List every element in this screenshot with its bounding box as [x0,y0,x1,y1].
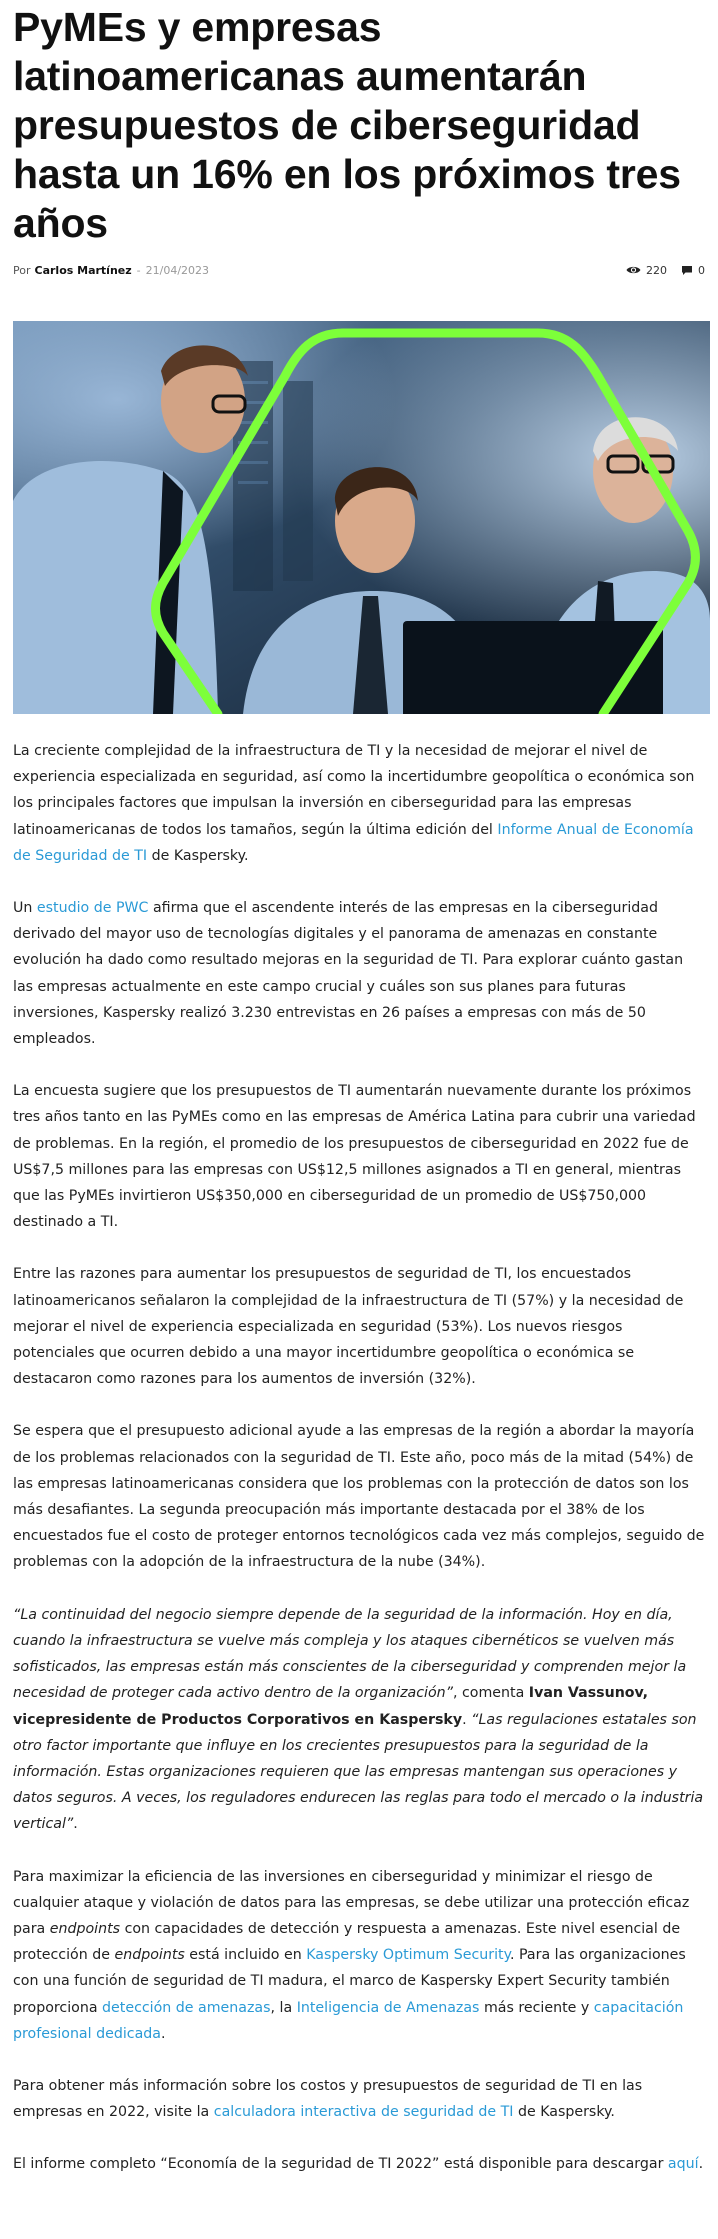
emphasis-text: endpoints [114,1947,185,1964]
calculadora-link[interactable]: calculadora interactiva de seguridad de TI [213,2104,514,2121]
publish-date: 21/04/2023 [145,263,210,277]
paragraph-5: Se espera que el presupuesto adicional ayude a las empresas de la región a abordar la mayoría de los problemas relacionados con la seguridad de TI. Este año, poco más de la mitad (54%) de las empresas latinoamericanas considera que los problemas con la protección de datos son los más desafiantes. La segunda preocupación más importante destacada por el 38% de los encuestados fue el costo de proteger entornos tecnológicos cada vez más complejos, seguido de problemas con la adopción de la infraestructura de la nube (34%). [13,1423,705,1571]
paragraph-text: afirma que el ascendente interés de las empresas en la ciberseguridad derivado del mayor uso de tecnologías digitales y el panorama de amenazas en constante evolución ha dado como resultado mejoras en la seguridad de TI. Para explorar cuánto gastan las empresas actualmente en este campo crucial y cuáles son sus planes para futuras inversiones, Kaspersky realizó 3.230 entrevistas en 26 países a empresas con más de 50 empleados. [13,900,684,1048]
paragraph-3: La encuesta sugiere que los presupuestos de TI aumentarán nuevamente durante los próximos tres años tanto en las PyMEs como en las empresas de América Latina para cubrir una variedad de problemas. En la región, el promedio de los presupuestos de ciberseguridad en 2022 fue de US$7,5 millones para las empresas con US$12,5 millones asignados a TI en general, mientras que las PyMEs invirtieron US$350,000 en ciberseguridad de un promedio de US$750,000 destinado a TI. [13,1083,696,1231]
article-title: PyMEs y empresas latinoamericanas aumentarán presupuestos de ciberseguridad hasta un 16% en los próximos tres años [13,4,681,246]
inteligencia-amenazas-link[interactable]: Inteligencia de Amenazas [296,1999,480,2016]
optimum-security-link[interactable]: Kaspersky Optimum Security [306,1947,510,1964]
hero-photo [13,321,710,714]
paragraph-text: . [462,1711,472,1728]
paragraph-text: está incluido en [184,1947,307,1964]
article-stats [626,260,705,280]
eye-icon [626,265,641,275]
paragraph-text: con capacidades de detección y respuesta a amenazas. Este nivel esencial de protección de [13,1920,681,1964]
paragraph-text: . [160,2025,166,2042]
paragraph-text: . [698,2156,704,2173]
paragraph-text: de Kaspersky. [513,2104,615,2121]
download-link[interactable]: aquí [667,2156,699,2173]
quote-speaker: Ivan Vassunov, vicepresidente de Productos Corporativos en Kaspersky [13,1685,649,1728]
comment-icon [681,265,693,276]
paragraph-6-quote [13,1602,705,1838]
paragraph-text: . [73,1816,78,1833]
paragraph-text: más reciente y [479,1999,594,2016]
paragraph-text: La creciente complejidad de la infraestructura de TI y la necesidad de mejorar el nivel de experiencia especializada en seguridad, así como la incertidumbre geopolítica o económica son los principales factores que impulsan la inversión en ciberseguridad para las empresas latinoamericanas de todos los tamaños, según la última edición del [13,743,695,838]
author-link[interactable]: Carlos Martínez [34,263,132,277]
views-counter [626,264,667,277]
emphasis-text: endpoints [49,1920,121,1937]
paragraph-text: de Kaspersky. [147,847,249,864]
paragraph-text: El informe completo “Economía de la seguridad de TI 2022” está disponible para descargar [13,2156,668,2173]
quote-part-1: “La continuidad del negocio siempre depende de la seguridad de la información. Hoy en día, cuando la infraestructura se vuelve más compleja y los ataques cibernéticos se vuelven más sofisticados, las empresas están más conscientes de la ciberseguridad y comprenden mejor la necesidad de proteger cada activo dentro de la organización” [13,1606,687,1702]
paragraph-text: Un [13,900,37,917]
capacitacion-link[interactable]: capacitación profesional dedicada [13,1999,684,2042]
comments-counter[interactable] [681,264,705,277]
paragraph-7 [13,1864,705,2047]
views-count: 220 [646,263,667,277]
byline-prefix: Por [13,263,31,277]
informe-anual-link[interactable]: Informe Anual de Economía de Seguridad de TI [13,821,694,864]
paragraph-text: Para obtener más información sobre los costos y presupuestos de seguridad de TI en las empresas en 2022, visite la [13,2077,643,2121]
paragraph-text: . Para las organizaciones con una función de seguridad de TI madura, el marco de Kaspersky Expert Security también proporciona [13,1947,686,2016]
paragraph-2 [13,895,705,1052]
article-body [13,738,705,2204]
estudio-pwc-link[interactable]: estudio de PWC [36,900,149,917]
meta-separator: - [136,263,141,277]
paragraph-4: Entre las razones para aumentar los presupuestos de seguridad de TI, los encuestados latinoamericanos señalaron la complejidad de la infraestructura de TI (57%) y la necesidad de mejorar el nivel de experiencia especializada en seguridad (53%). Los nuevos riesgos potenciales que ocurren debido a una mayor incertidumbre geopolítica o económica se destacaron como razones para los aumentos de inversión (32%). [13,1266,684,1388]
quote-part-2: “Las regulaciones estatales son otro factor importante que influye en los crecientes presupuestos para la seguridad de la información. Estas organizaciones requieren que las empresas mantengan sus operaciones y datos seguros. A veces, los reguladores endurecen las reglas para todo el mercado o la industria vertical” [13,1711,704,1833]
paragraph-9 [13,2151,705,2177]
deteccion-amenazas-link[interactable]: detección de amenazas [102,1999,271,2016]
paragraph-1 [13,738,705,869]
paragraph-text: , la [270,1999,297,2016]
hero-illustration [13,321,710,714]
paragraph-text: Para maximizar la eficiencia de las inversiones en ciberseguridad y minimizar el riesgo de cualquier ataque y violación de datos para las empresas, se debe utilizar una protección eficaz para [13,1868,690,1937]
article-meta [13,260,705,280]
paragraph-8 [13,2073,705,2125]
paragraph-text: , comenta [452,1685,529,1702]
comments-count: 0 [698,263,705,277]
